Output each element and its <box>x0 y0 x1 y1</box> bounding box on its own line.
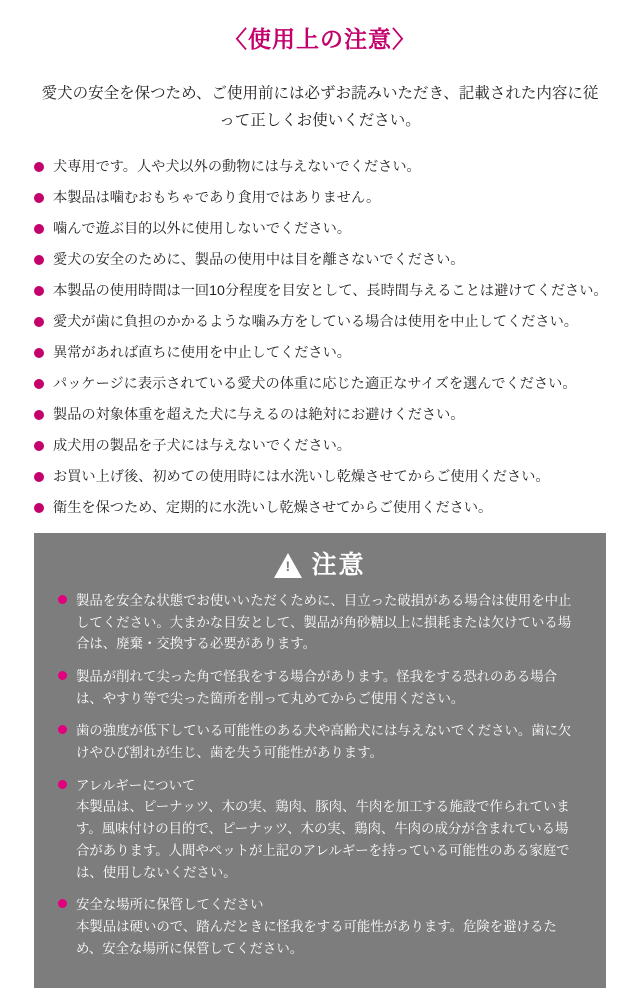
list-item: お買い上げ後、初めての使用時には水洗いし乾燥させてからご使用ください。 <box>34 466 616 488</box>
list-item: 本製品は噛むおもちゃであり食用ではありません。 <box>34 187 616 209</box>
list-item: 成犬用の製品を子犬には与えないでください。 <box>34 435 616 457</box>
list-item: 愛犬が歯に負担のかかるような噛み方をしている場合は使用を中止してください。 <box>34 311 616 333</box>
list-item <box>58 775 580 884</box>
caution-list <box>34 590 606 960</box>
warning-triangle-icon <box>274 553 302 578</box>
list-item: 異常があれば直ちに使用を中止してください。 <box>34 342 616 364</box>
caution-item-text: 安全な場所に保管してください <box>76 897 264 913</box>
caution-panel <box>34 533 606 988</box>
usage-notes-list <box>0 156 640 519</box>
list-item: 犬専用です。人や犬以外の動物には与えないでください。 <box>34 156 616 178</box>
caution-item-text: 歯の強度が低下している可能性のある犬や高齢犬には与えないでください。歯に欠けやひび割れが生じ、歯を失う可能性があります。 <box>76 723 572 761</box>
caution-item-text: 製品が削れて尖った角で怪我をする場合があります。怪我をする恐れのある場合は、やすり等で尖った箇所を削って丸めてからご使用ください。 <box>76 668 557 706</box>
list-item <box>58 894 580 959</box>
list-item <box>58 590 580 655</box>
lead-paragraph: 愛犬の安全を保つため、ご使用前には必ずお読みいただき、記載された内容に従って正しくお使いください。 <box>41 84 599 129</box>
list-item: 本製品の使用時間は一回10分程度を目安として、長時間与えることは避けてください。 <box>34 280 616 302</box>
caution-item-text: アレルギーについて <box>76 777 196 793</box>
caution-title: 注意 <box>311 550 366 579</box>
instruction-page <box>0 26 640 956</box>
list-item: 愛犬の安全のために、製品の使用中は目を離さないでください。 <box>34 249 616 271</box>
caution-item-text: 製品を安全な状態でお使いいただくために、目立った破損がある場合は使用を中止してください。大まかな目安として、製品が角砂糖以上に損耗または欠けている場合は、廃棄・交換する必要があります。 <box>76 592 572 652</box>
caution-header <box>34 547 606 590</box>
caution-item-subtext: 本製品は硬いので、踏んだときに怪我をする可能性があります。危険を避けるため、安全な場所に保管してください。 <box>76 918 557 956</box>
list-item <box>58 666 580 709</box>
list-item: 製品の対象体重を超えた犬に与えるのは絶対にお避けください。 <box>34 404 616 426</box>
list-item <box>58 720 580 763</box>
page-title: 〈使用上の注意〉 <box>224 26 416 52</box>
list-item: 噛んで遊ぶ目的以外に使用しないでください。 <box>34 218 616 240</box>
list-item: パッケージに表示されている愛犬の体重に応じた適正なサイズを選んでください。 <box>34 373 616 395</box>
list-item: 衛生を保つため、定期的に水洗いし乾燥させてからご使用ください。 <box>34 497 616 519</box>
caution-item-subtext: 本製品は、ピーナッツ、木の実、鶏肉、豚肉、牛肉を加工する施設で作られています。風味付けの目的で、ピーナッツ、木の実、鶏肉、牛肉の成分が含まれている場合があります。人間やペットが上記のアレルギーを持っている可能性のある家庭では、使用しないください。 <box>76 799 570 880</box>
